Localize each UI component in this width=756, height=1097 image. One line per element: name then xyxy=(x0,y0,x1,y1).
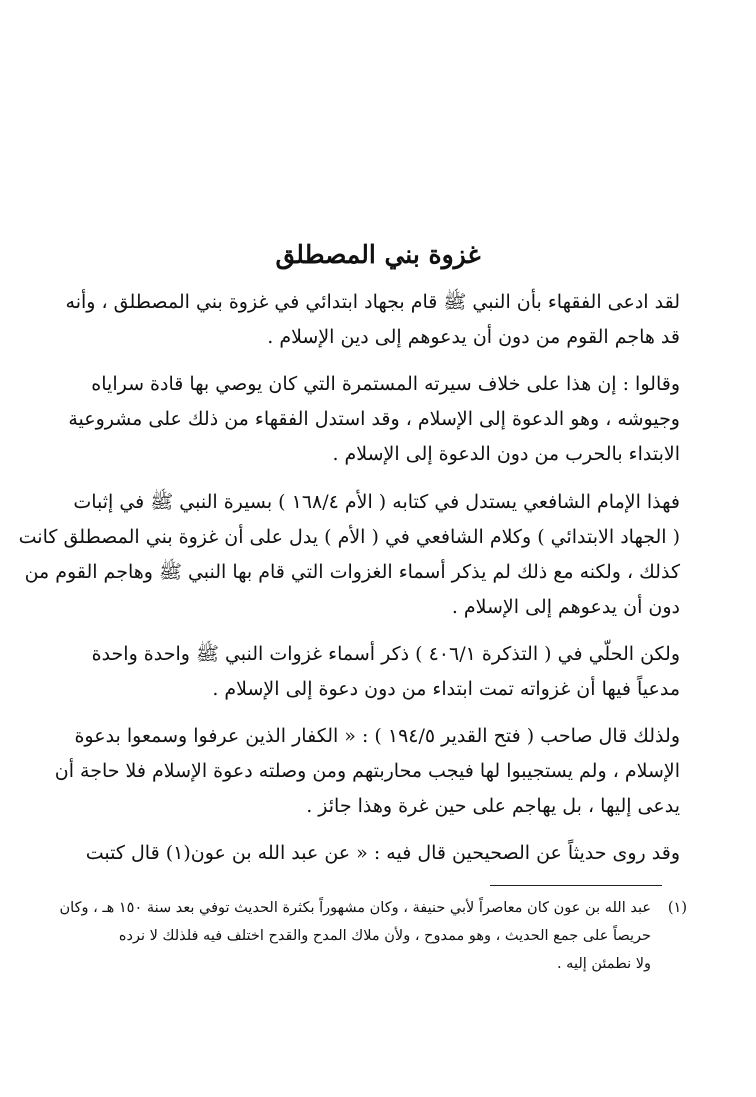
text-line: دون أن يدعوهم إلى الإسلام . xyxy=(451,596,680,618)
text-line: وجيوشه ، وهو الدعوة إلى الإسلام ، وقد استدل الفقهاء من ذلك على مشروعية xyxy=(68,408,680,430)
footnote-line: عبد الله بن عون كان معاصراً لأبي حنيفة ، وكان مشهوراً بكثرة الحديث توفي بعد سنة ١٥٠ هـ ، وكان xyxy=(59,900,651,916)
paragraph-2 xyxy=(68,367,680,472)
footnote-divider xyxy=(490,885,662,886)
text-line: مدعياً فيها أن غزواته تمت ابتداء من دون دعوة إلى الإسلام . xyxy=(212,678,680,700)
text-line: وقالوا : إن هذا على خلاف سيرته المستمرة التي كان يوصي بها قادة سراياه xyxy=(91,373,680,395)
footnote-mark: (١) xyxy=(667,900,687,916)
paragraph-3 xyxy=(18,485,680,625)
text-line: فهذا الإمام الشافعي يستدل في كتابه ( الأم ١٦٨/٤ ) بسيرة النبي ﷺ في إثبات xyxy=(73,491,680,513)
paragraph-6 xyxy=(80,836,680,871)
footnote-line: حريصاً على جمع الحديث ، وهو ممدوح ، ولأن ملاك المدح والقدح اختلف فيه فلذلك لا نرده xyxy=(118,928,651,944)
text-line: ولذلك قال صاحب ( فتح القدير ١٩٤/٥ ) : « الكفار الذين عرفوا وسمعوا بدعوة xyxy=(74,725,680,747)
page-title: غزوة بني المصطلق xyxy=(275,240,481,269)
text-line: وقد روى حديثاً عن الصحيحين قال فيه : « عن عبد الله بن عون(١) قال كتبت xyxy=(85,842,680,864)
text-line: قد هاجم القوم من دون أن يدعوهم إلى دين الإسلام . xyxy=(267,326,680,348)
paragraph-4 xyxy=(80,637,680,707)
text-line: الابتداء بالحرب من دون الدعوة إلى الإسلام . xyxy=(332,443,680,465)
paragraph-1 xyxy=(65,285,680,355)
footnote xyxy=(59,894,687,978)
text-line: لقد ادعى الفقهاء بأن النبي ﷺ قام بجهاد ابتدائي في غزوة بني المصطلق ، وأنه xyxy=(65,291,680,313)
text-line: يدعى إليها ، بل يهاجم على حين غرة وهذا جائز . xyxy=(306,795,680,817)
text-line: ( الجهاد الابتدائي ) وكلام الشافعي في ( الأم ) يدل على أن غزوة بني المصطلق كانت xyxy=(18,526,680,548)
paragraph-5 xyxy=(54,719,680,824)
text-line: الإسلام ، ولم يستجيبوا لها فيجب محاربتهم ومن وصلته دعوة الإسلام فلا حاجة أن xyxy=(54,760,680,782)
text-line: ولكن الحلّي في ( التذكرة ٤٠٦/١ ) ذكر أسماء غزوات النبي ﷺ واحدة واحدة xyxy=(91,643,680,665)
footnote-body xyxy=(59,894,651,978)
text-line: كذلك ، ولكنه مع ذلك لم يذكر أسماء الغزوات التي قام بها النبي ﷺ وهاجم القوم من xyxy=(24,561,680,583)
footnote-line: ولا نطمئن إليه . xyxy=(556,956,651,972)
